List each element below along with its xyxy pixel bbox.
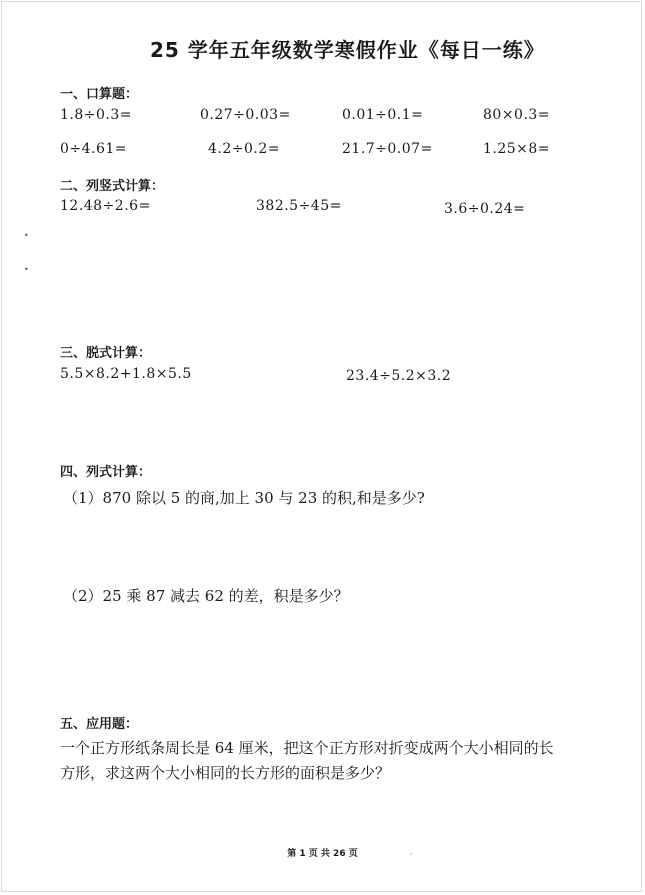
section-heading-stepwise: 三、脱式计算： <box>60 346 152 361</box>
page-footer: 第 1 页 共 26 页 <box>287 849 358 859</box>
oral-problem-3: 0.01÷0.1= <box>342 107 424 123</box>
oral-problem-7: 21.7÷0.07= <box>342 141 433 157</box>
stepwise-problem-2: 23.4÷5.2×3.2 <box>346 368 452 384</box>
page-border <box>1 1 642 892</box>
section-heading-equation: 四、列式计算： <box>60 465 152 480</box>
stepwise-problem-1: 5.5×8.2+1.8×5.5 <box>60 366 192 382</box>
application-line-2: 方形，求这两个大小相同的长方形的面积是多少？ <box>60 764 391 782</box>
oral-problem-1: 1.8÷0.3= <box>60 107 132 123</box>
section-heading-oral: 一、口算题： <box>60 87 139 102</box>
vertical-problem-2: 382.5÷45= <box>256 198 342 214</box>
equation-problem-2: （2）25 乘 87 减去 62 的差，积是多少？ <box>63 587 349 605</box>
vertical-problem-1: 12.48÷2.6= <box>60 198 151 214</box>
oral-problem-6: 4.2÷0.2= <box>208 141 280 157</box>
equation-problem-1: （1）870 除以 5 的商,加上 30 与 23 的积,和是多少? <box>63 489 425 507</box>
scan-speck: • <box>24 231 29 240</box>
oral-problem-4: 80×0.3= <box>483 107 551 123</box>
scan-speck: · <box>410 850 413 859</box>
section-heading-application: 五、应用题： <box>60 717 139 732</box>
section-heading-vertical: 二、列竖式计算： <box>60 179 165 194</box>
vertical-problem-3: 3.6÷0.24= <box>444 201 526 217</box>
oral-problem-5: 0÷4.61= <box>60 141 128 157</box>
oral-problem-8: 1.25×8= <box>483 141 551 157</box>
page-title: 25 学年五年级数学寒假作业《每日一练》 <box>150 38 545 62</box>
application-line-1: 一个正方形纸条周长是 64 厘米，把这个正方形对折变成两个大小相同的长 <box>60 739 554 757</box>
oral-problem-2: 0.27÷0.03= <box>200 107 291 123</box>
scan-speck: • <box>24 265 29 274</box>
